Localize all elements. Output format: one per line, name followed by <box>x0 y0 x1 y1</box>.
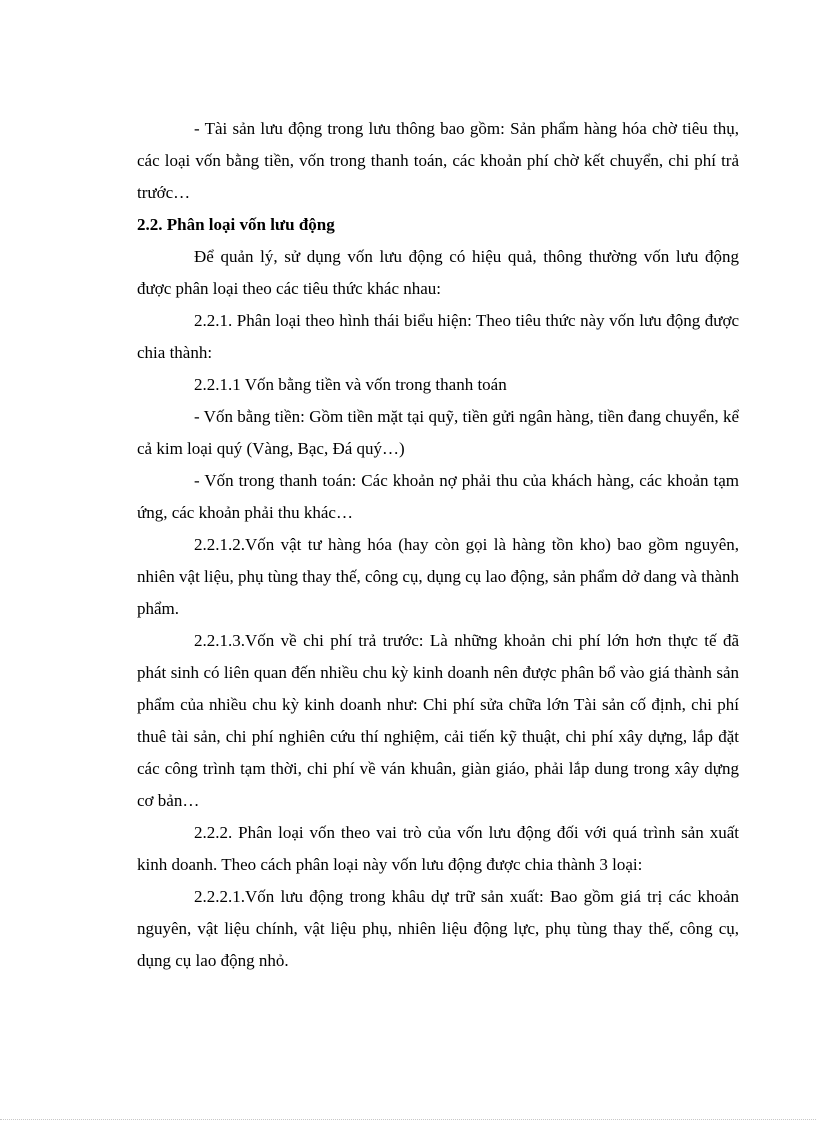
paragraph-2-2-2: 2.2.2. Phân loại vốn theo vai trò của vốn lưu động đối với quá trình sản xuất kinh doanh. Theo cách phân loại này vốn lưu động được chia thành 3 loại: <box>137 823 739 874</box>
paragraph-2-2-1: 2.2.1. Phân loại theo hình thái biểu hiện: Theo tiêu thức này vốn lưu động được chia thành: <box>137 311 739 362</box>
section-heading-2-2: 2.2. Phân loại vốn lưu động <box>137 215 335 234</box>
paragraph-2-2-1-1: 2.2.1.1 Vốn bằng tiền và vốn trong thanh toán <box>194 375 507 394</box>
paragraph-intro: Để quản lý, sử dụng vốn lưu động có hiệu quả, thông thường vốn lưu động được phân loại theo các tiêu thức khác nhau: <box>137 247 739 298</box>
paragraph-2-2-1-3: 2.2.1.3.Vốn về chi phí trả trước: Là những khoản chi phí lớn hơn thực tế đã phát sinh có liên quan đến nhiều chu kỳ kinh doanh nên được phân bổ vào giá thành sản phẩm của nhiều chu kỳ kinh doanh như: Chi phí sửa chữa lớn Tài sản cố định, chi phí thuê tài sản, chi phí nghiên cứu thí nghiệm, cải tiến kỹ thuật, chi phí xây dựng, lắp đặt các công trình tạm thời, chi phí về ván khuân, giàn giáo, phải lắp dung trong xây dựng cơ bản… <box>137 631 739 810</box>
document-page <box>137 113 739 977</box>
paragraph-circulating-assets: - Tài sản lưu động trong lưu thông bao gồm: Sản phẩm hàng hóa chờ tiêu thụ, các loại vốn bằng tiền, vốn trong thanh toán, các khoản phí chờ kết chuyển, chi phí trả trước… <box>137 119 739 202</box>
paragraph-payments: - Vốn trong thanh toán: Các khoản nợ phải thu của khách hàng, các khoản tạm ứng, các khoản phải thu khác… <box>137 471 739 522</box>
paragraph-2-2-1-2: 2.2.1.2.Vốn vật tư hàng hóa (hay còn gọi là hàng tồn kho) bao gồm nguyên, nhiên vật liệu, phụ tùng thay thế, công cụ, dụng cụ lao động, sản phẩm dở dang và thành phẩm. <box>137 535 739 618</box>
paragraph-cash: - Vốn bằng tiền: Gồm tiền mặt tại quỹ, tiền gửi ngân hàng, tiền đang chuyển, kể cả kim loại quý (Vàng, Bạc, Đá quý…) <box>137 407 739 458</box>
page-bottom-divider <box>0 1119 816 1120</box>
paragraph-2-2-2-1: 2.2.2.1.Vốn lưu động trong khâu dự trữ sản xuất: Bao gồm giá trị các khoản nguyên, vật liệu chính, vật liệu phụ, nhiên liệu động lực, phụ tùng thay thế, công cụ, dụng cụ lao động nhỏ. <box>137 887 739 970</box>
